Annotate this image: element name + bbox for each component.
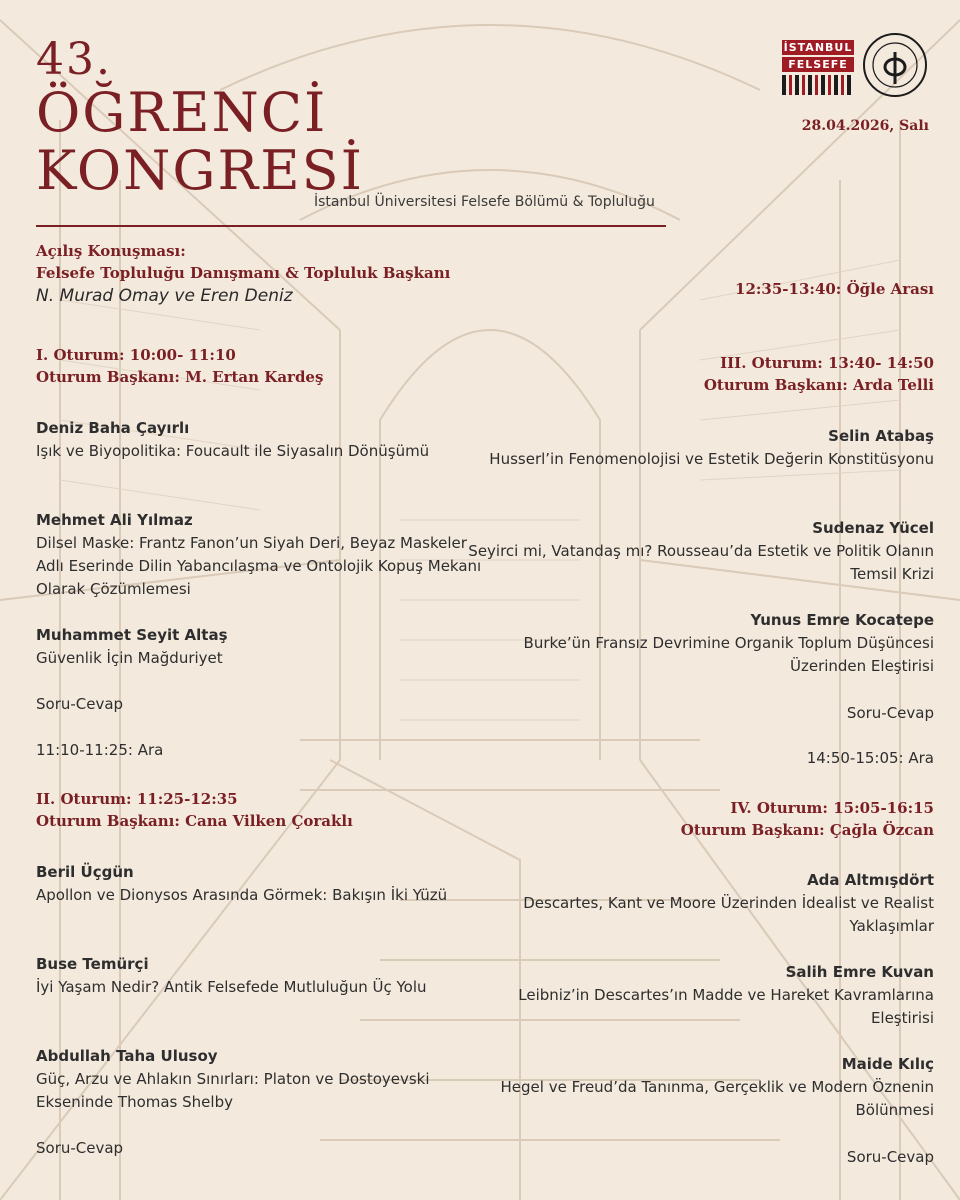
talk-title: Hegel ve Freud’da Tanınma, Gerçeklik ve Modern Öznenin Bölünmesi [500,1078,934,1119]
logo-columns [782,75,854,95]
talk-item [454,961,934,1030]
qa-label: Soru-Cevap [846,704,934,722]
talk-item [36,509,496,601]
session-chair: Oturum Başkanı: Cana Vilken Çoraklı [36,812,353,830]
opening-names: N. Murad Omay ve Eren Deniz [36,286,293,306]
talk-item [454,609,934,678]
speaker-name: Buse Temürçi [36,955,149,973]
opening-role: Felsefe Topluluğu Danışmanı & Topluluk Başkanı [36,264,451,282]
speaker-name: Sudenaz Yücel [812,519,934,537]
session-chair: Oturum Başkanı: Arda Telli [703,376,934,394]
talk-title: Leibniz’in Descartes’ın Madde ve Hareket Kavramlarına Eleştirisi [518,986,934,1027]
title-divider [36,225,666,227]
congress-title [36,34,364,202]
opening-speech [36,240,450,308]
session-chair: Oturum Başkanı: Çağla Özcan [680,821,934,839]
talk-title: Descartes, Kant ve Moore Üzerinden İdealist ve Realist Yaklaşımlar [523,894,934,935]
speaker-name: Selin Atabaş [828,427,934,445]
talk-title: Dilsel Maske: Frantz Fanon’un Siyah Deri, Beyaz Maskeler Adlı Eserinde Dilin Yabancılaşma ve Ontolojik Kopuş Mekanı Olarak Çözümlemesi [36,534,482,598]
event-date: 28.04.2026, Salı [801,118,929,134]
talk-title: Güç, Arzu ve Ahlakın Sınırları: Platon ve Dostoyevski Ekseninde Thomas Shelby [36,1070,430,1111]
session-title: IV. Oturum: 15:05-16:15 [730,799,934,817]
logo-istanbul-text: İSTANBUL [783,41,853,54]
talk-title: Güvenlik İçin Mağduriyet [36,649,223,667]
talk-item [454,869,934,938]
talk-item [454,517,934,586]
talk-title: Husserl’in Fenomenolojisi ve Estetik Değerin Konstitüsyonu [489,450,934,468]
qa-label: Soru-Cevap [36,695,124,713]
session-chair: Oturum Başkanı: M. Ertan Kardeş [36,368,324,386]
speaker-name: Yunus Emre Kocatepe [750,611,934,629]
congress-number: 43. [36,34,112,85]
title-line-kongresi: KONGRESİ [36,139,364,202]
session-title: III. Oturum: 13:40- 14:50 [720,354,934,372]
speaker-name: Ada Altmışdört [807,871,934,889]
qa-label: Soru-Cevap [36,1139,124,1157]
speaker-name: Mehmet Ali Yılmaz [36,511,193,529]
talk-title: Işık ve Biyopolitika: Foucault ile Siyasalın Dönüşümü [36,442,430,460]
speaker-name: Muhammet Seyit Altaş [36,626,228,644]
lunch-break: 12:35-13:40: Öğle Arası [735,280,934,298]
session-title: I. Oturum: 10:00- 11:10 [36,346,236,364]
talk-item [36,624,496,670]
talk-title: Apollon ve Dionysos Arasında Görmek: Bakışın İki Yüzü [36,886,448,904]
session-title: II. Oturum: 11:25-12:35 [36,790,238,808]
session-2-header [36,788,496,832]
session-1-header [36,344,496,388]
talk-item [454,425,934,471]
session-3-header [454,352,934,396]
speaker-name: Beril Üçgün [36,863,134,881]
break-label: 11:10-11:25: Ara [36,741,164,759]
talk-item [36,861,496,907]
logo-felsefe-text: FELSEFE [782,57,854,72]
talk-title: Burke’ün Fransız Devrimine Organik Toplum Düşüncesi Üzerinden Eleştirisi [523,634,934,675]
talk-item [454,1053,934,1122]
opening-label: Açılış Konuşması: [36,242,186,260]
talk-item [36,1045,496,1114]
speaker-name: Maide Kılıç [841,1055,934,1073]
talk-item [36,953,496,999]
talk-item [36,417,496,463]
speaker-name: Abdullah Taha Ulusoy [36,1047,218,1065]
qa-label: Soru-Cevap [846,1148,934,1166]
title-line-ogrenci: ÖĞRENCİ [36,81,328,144]
talk-title: Seyirci mi, Vatandaş mı? Rousseau’da Estetik ve Politik Olanın Temsil Krizi [468,542,934,583]
speaker-name: Salih Emre Kuvan [785,963,934,981]
organizer-subtitle: İstanbul Üniversitesi Felsefe Bölümü & Topluluğu [314,194,655,210]
session-4-header [454,797,934,841]
university-seal-icon [862,32,928,98]
break-label: 14:50-15:05: Ara [806,749,934,767]
istanbul-felsefe-logo [782,40,854,96]
speaker-name: Deniz Baha Çayırlı [36,419,190,437]
talk-title: İyi Yaşam Nedir? Antik Felsefede Mutluluğun Üç Yolu [36,978,427,996]
